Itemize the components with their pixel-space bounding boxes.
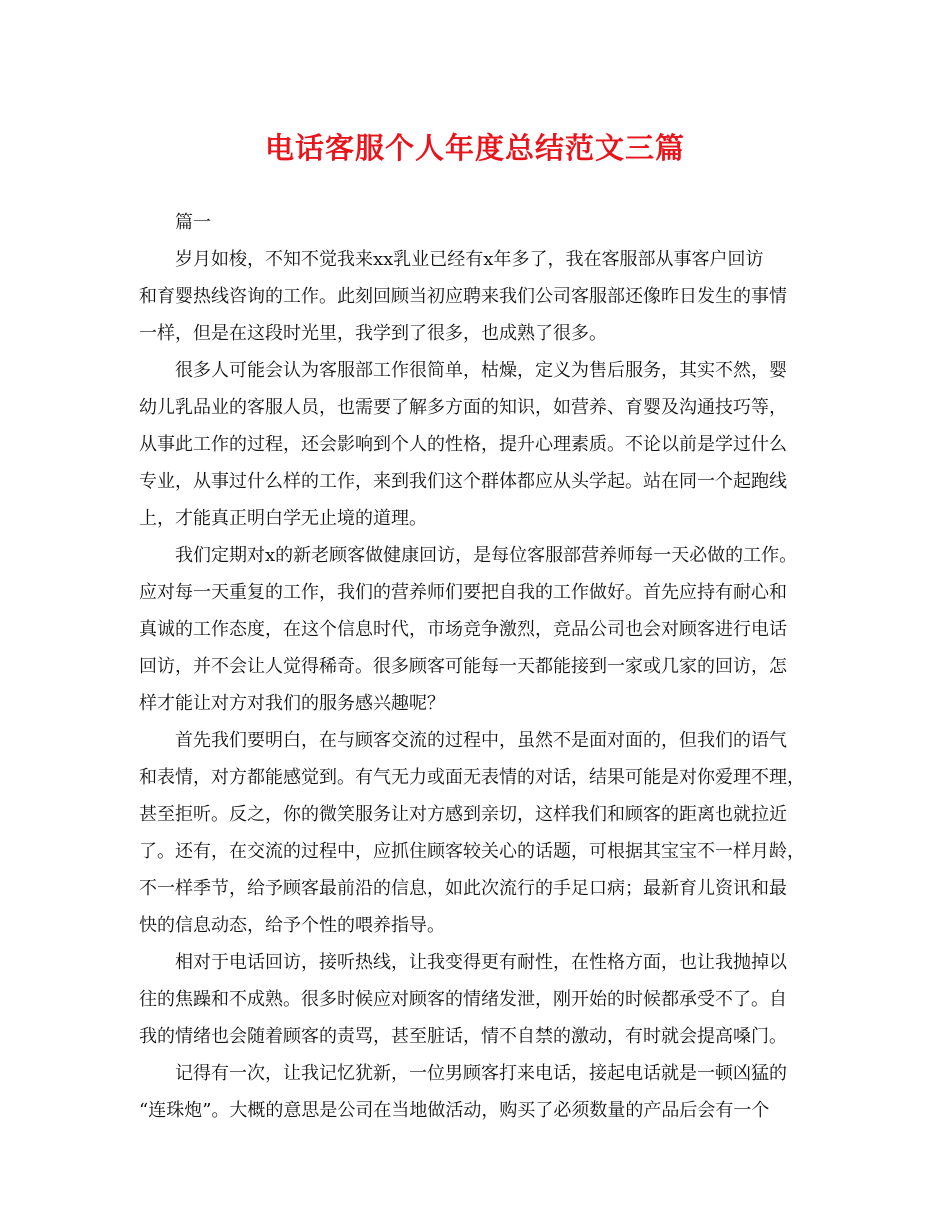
paragraph-line: 幼儿乳品业的客服人员，也需要了解多方面的知识，如营养、育婴及沟通技巧等， xyxy=(139,397,787,418)
paragraph-line: 我的情绪也会随着顾客的责骂，甚至脏话，情不自禁的激动，有时就会提高嗓门。 xyxy=(139,1026,787,1047)
paragraph-line: 相对于电话回访，接听热线，让我变得更有耐性，在性格方面，也让我抛掉以 xyxy=(175,952,787,973)
paragraph-line: 真诚的工作态度，在这个信息时代，市场竞争激烈，竞品公司也会对顾客进行电话 xyxy=(139,619,787,640)
paragraph-line: 样才能让对方对我们的服务感兴趣呢？ xyxy=(139,693,445,714)
paragraph-line: 甚至拒听。反之，你的微笑服务让对方感到亲切，这样我们和顾客的距离也就拉近 xyxy=(139,804,787,825)
paragraph-line: 往的焦躁和不成熟。很多时候应对顾客的情绪发泄，刚开始的时候都承受不了。自 xyxy=(139,989,787,1010)
document-body xyxy=(139,204,829,1129)
page-title: 电话客服个人年度总结范文三篇 xyxy=(264,131,685,165)
paragraph-line: 和育婴热线咨询的工作。此刻回顾当初应聘来我们公司客服部还像昨日发生的事情 xyxy=(139,286,787,307)
paragraph-line: 记得有一次，让我记忆犹新，一位男顾客打来电话，接起电话就是一顿凶猛的 xyxy=(175,1063,787,1084)
paragraph xyxy=(139,1055,829,1129)
paragraph-line: 回访，并不会让人觉得稀奇。很多顾客可能每一天都能接到一家或几家的回访，怎 xyxy=(139,656,787,677)
paragraph-line: 岁月如梭，不知不觉我来xx乳业已经有x年多了，我在客服部从事客户回访 xyxy=(175,249,764,270)
paragraph-line: “连珠炮”。大概的意思是公司在当地做活动，购买了必须数量的产品后会有一个 xyxy=(139,1100,770,1121)
paragraph-line: 专业，从事过什么样的工作，来到我们这个群体都应从头学起。站在同一个起跑线 xyxy=(139,471,787,492)
paragraph-line: 我们定期对x的新老顾客做健康回访，是每位客服部营养师每一天必做的工作。 xyxy=(175,545,798,566)
paragraph xyxy=(139,537,829,722)
paragraph xyxy=(139,241,829,352)
paragraph-line: 很多人可能会认为客服部工作很简单，枯燥，定义为售后服务，其实不然，婴 xyxy=(175,360,787,381)
paragraph-line: 从事此工作的过程，还会影响到个人的性格，提升心理素质。不论以前是学过什么 xyxy=(139,434,787,455)
paragraph-line: 应对每一天重复的工作，我们的营养师们要把自我的工作做好。首先应持有耐心和 xyxy=(139,582,787,603)
paragraph-line: 上，才能真正明白学无止境的道理。 xyxy=(139,508,427,529)
paragraph-list xyxy=(139,241,829,1129)
paragraph-line: 了。还有，在交流的过程中，应抓住顾客较关心的话题，可根据其宝宝不一样月龄， xyxy=(139,841,805,862)
paragraph xyxy=(139,722,829,944)
paragraph-line: 和表情，对方都能感觉到。有气无力或面无表情的对话，结果可能是对你爱理不理， xyxy=(139,767,805,788)
paragraph xyxy=(139,352,829,537)
paragraph-line: 不一样季节，给予顾客最前沿的信息，如此次流行的手足口病；最新育儿资讯和最 xyxy=(139,878,787,899)
paragraph-line: 首先我们要明白，在与顾客交流的过程中，虽然不是面对面的，但我们的语气 xyxy=(175,730,787,751)
paragraph-line: 快的信息动态，给予个性的喂养指导。 xyxy=(139,915,445,936)
paragraph-line: 一样，但是在这段时光里，我学到了很多，也成熟了很多。 xyxy=(139,323,607,344)
section-label: 篇一 xyxy=(175,212,211,233)
paragraph xyxy=(139,944,829,1055)
